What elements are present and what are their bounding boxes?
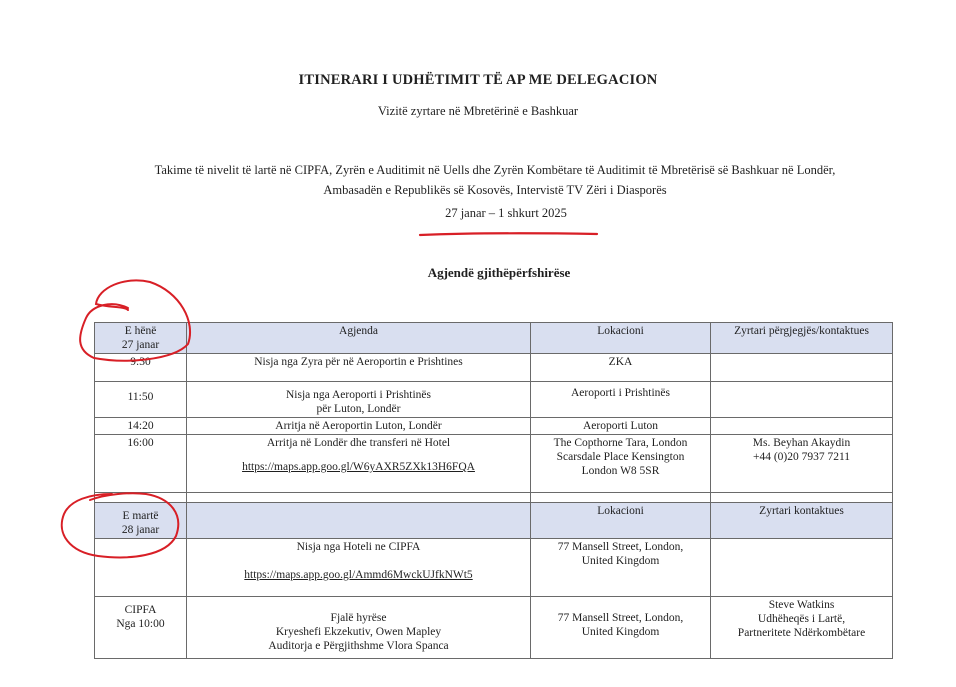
agenda-cell: Nisja nga Zyra për në Aeroportin e Prishtines (187, 354, 531, 382)
day-date: 28 janar (121, 524, 160, 536)
map-link[interactable]: https://maps.app.goo.gl/W6yAXR5ZXk13H6FQA (242, 461, 475, 473)
location-column-header: Lokacioni (531, 323, 711, 354)
contact-line: Steve Watkins (768, 599, 835, 611)
time-cell (95, 597, 187, 659)
agenda-line: Kryeshefi Ekzekutiv, Owen Mapley (275, 626, 442, 638)
time-cell: 11:50 (95, 382, 187, 418)
visit-description (60, 160, 930, 200)
contact-cell (711, 539, 893, 597)
contact-line: Partneritete Ndërkombëtare (737, 627, 866, 639)
contact-line: Udhëheqës i Lartë, (757, 613, 846, 625)
officials-column-header: Zyrtari përgjegjës/kontaktues (711, 323, 893, 354)
location-cell (531, 539, 711, 597)
location-cell: Aeroporti Luton (531, 418, 711, 435)
location-column-header: Lokacioni (531, 503, 711, 539)
location-line: Scarsdale Place Kensington (556, 451, 685, 463)
location-cell (531, 435, 711, 493)
table-row (95, 539, 893, 597)
day2-header-row (95, 503, 893, 539)
location-line: The Copthorne Tara, London (553, 437, 688, 449)
table-row (95, 354, 893, 382)
officials-column-header: Zyrtari kontaktues (711, 503, 893, 539)
date-underline-mark (420, 233, 597, 235)
agenda-line: Arritja në Londër dhe transferi në Hotel (266, 437, 451, 449)
table-row (95, 435, 893, 493)
document-title: ITINERARI I UDHËTIMIT TË AP ME DELEGACION (298, 72, 658, 88)
agenda-column-header: Agjenda (187, 323, 531, 354)
spacer-row (95, 493, 893, 503)
location-line: 77 Mansell Street, London, (557, 541, 684, 553)
location-line: United Kingdom (581, 626, 660, 638)
day2-day-cell (95, 503, 187, 539)
agenda-line: Nisja nga Aeroporti i Prishtinës (285, 389, 431, 401)
time-cell (95, 539, 187, 597)
agenda-cell: Arritja në Aeroportin Luton, Londër (187, 418, 531, 435)
agenda-line: Fjalë hyrëse (330, 612, 387, 624)
time-cell: 9:30 (95, 354, 187, 382)
day-name: E martë (122, 510, 159, 522)
table-row (95, 382, 893, 418)
day1-header-row (95, 323, 893, 354)
agenda-cell (187, 382, 531, 418)
agenda-line: Nisja nga Hoteli ne CIPFA (296, 541, 421, 553)
table-row (95, 597, 893, 659)
time-cell: 14:20 (95, 418, 187, 435)
itinerary-table (94, 322, 893, 659)
location-cell: Aeroporti i Prishtinës (531, 382, 711, 418)
contact-line: +44 (0)20 7937 7211 (752, 451, 851, 463)
description-line: Takime të nivelit të lartë në CIPFA, Zyrën e Auditimit në Uells dhe Zyrën Kombëtare të Auditimit të Mbretërisë së Bashkuar në Londër, (154, 163, 836, 177)
location-line: London W8 5SR (581, 465, 660, 477)
contact-line: Ms. Beyhan Akaydin (752, 437, 851, 449)
contact-cell (711, 418, 893, 435)
agenda-cell (187, 435, 531, 493)
location-cell: ZKA (531, 354, 711, 382)
agenda-cell (187, 539, 531, 597)
location-cell (531, 597, 711, 659)
agenda-cell (187, 597, 531, 659)
time-line: Nga 10:00 (116, 618, 165, 630)
contact-cell (711, 435, 893, 493)
contact-cell (711, 597, 893, 659)
agenda-heading: Agjendë gjithëpërfshirëse (427, 265, 571, 280)
day-date: 27 janar (121, 339, 160, 351)
time-cell: 16:00 (95, 435, 187, 493)
day1-day-cell (95, 323, 187, 354)
agenda-line: Auditorja e Përgjithshme Vlora Spanca (268, 640, 449, 652)
day-name: E hënë (124, 325, 157, 337)
agenda-column-header (187, 503, 531, 539)
location-line: United Kingdom (581, 555, 660, 567)
contact-cell (711, 382, 893, 418)
contact-cell (711, 354, 893, 382)
visit-dates: 27 janar – 1 shkurt 2025 (445, 206, 567, 220)
map-link[interactable]: https://maps.app.goo.gl/Ammd6MwckUJfkNWt5 (244, 569, 473, 581)
location-line: 77 Mansell Street, London, (557, 612, 684, 624)
document-subtitle: Vizitë zyrtare në Mbretërinë e Bashkuar (377, 104, 579, 118)
description-line: Ambasadën e Republikës së Kosovës, Intervistë TV Zëri i Diasporës (323, 183, 667, 197)
agenda-line: për Luton, Londër (316, 403, 401, 415)
table-row (95, 418, 893, 435)
time-line: CIPFA (124, 604, 157, 616)
